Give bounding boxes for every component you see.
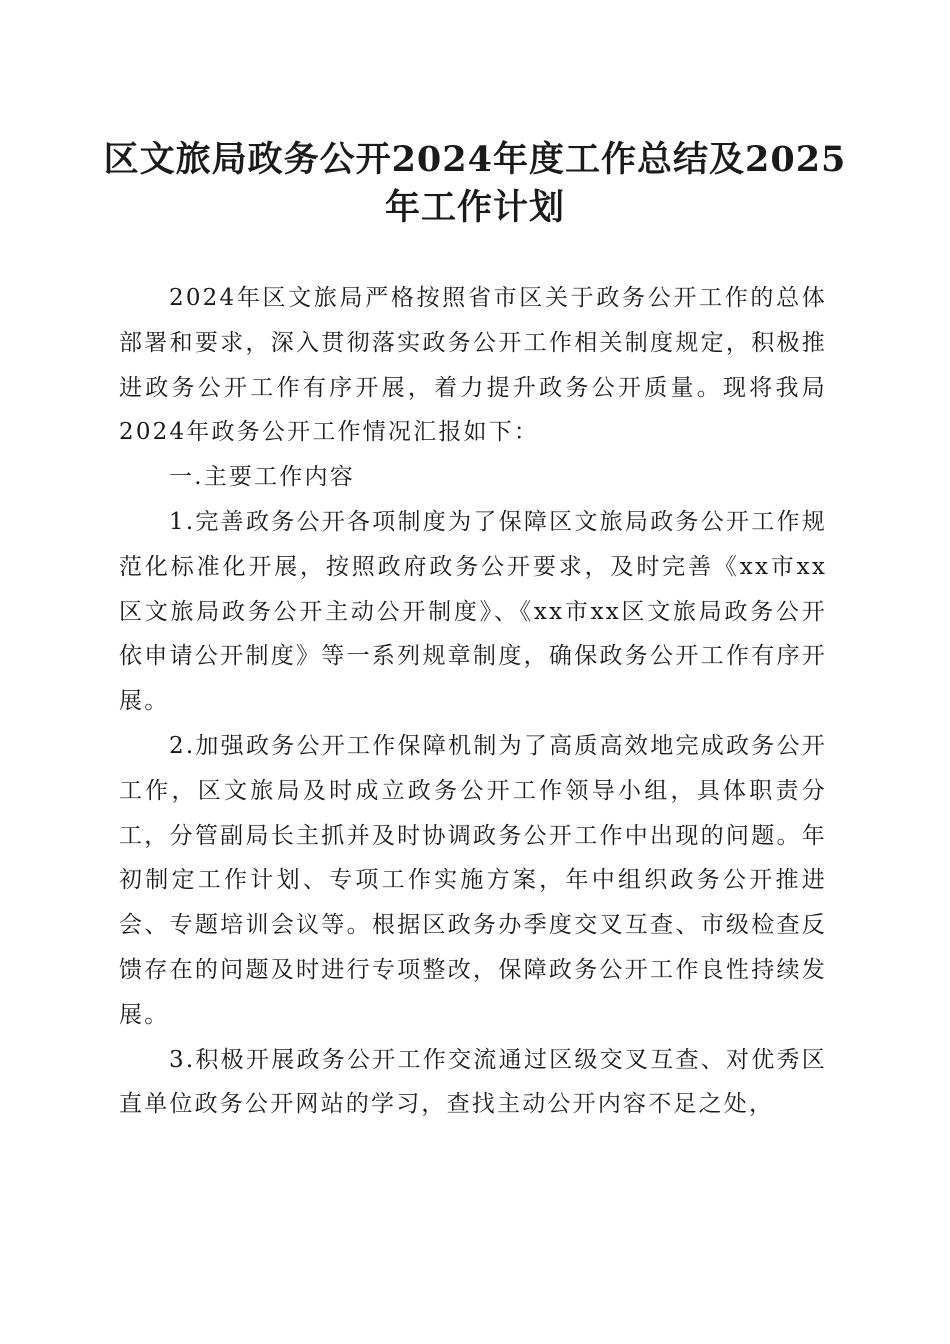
section-heading-main-work: 一.主要工作内容 xyxy=(169,464,355,491)
paragraph-item-2: 2.加强政务公开工作保障机制为了高质高效地完成政务公开工作，区文旅局及时成立政务公开工作领导小组，具体职责分工，分管副局长主抓并及时协调政务公开工作中出现的问题。年初制定工作计划、专项工作实施方案，年中组织政务公开推进会、专题培训会议等。根据区政务办季度交叉互查、市级检查反馈存在的问题及时进行专项整改，保障政务公开工作良性持续发展。 xyxy=(119,732,827,1028)
document-title: 区文旅局政务公开2024年度工作总结及2025年工作计划 xyxy=(103,139,847,228)
document-body xyxy=(119,276,827,1127)
paragraph-item-1: 1.完善政务公开各项制度为了保障区文旅局政务公开工作规范化标准化开展，按照政府政务公开要求，及时完善《xx市xx区文旅局政务公开主动公开制度》、《xx市xx区文旅局政务公开依申请公开制度》等一系列规章制度，确保政务公开工作有序开展。 xyxy=(119,508,827,715)
paragraph-item-3: 3.积极开展政务公开工作交流通过区级交叉互查、对优秀区直单位政务公开网站的学习，查找主动公开内容不足之处， xyxy=(119,1046,827,1118)
paragraph-intro: 2024年区文旅局严格按照省市区关于政务公开工作的总体部署和要求，深入贯彻落实政务公开工作相关制度规定，积极推进政务公开工作有序开展，着力提升政务公开质量。现将我局2024年政务公开工作情况汇报如下： xyxy=(119,285,827,446)
